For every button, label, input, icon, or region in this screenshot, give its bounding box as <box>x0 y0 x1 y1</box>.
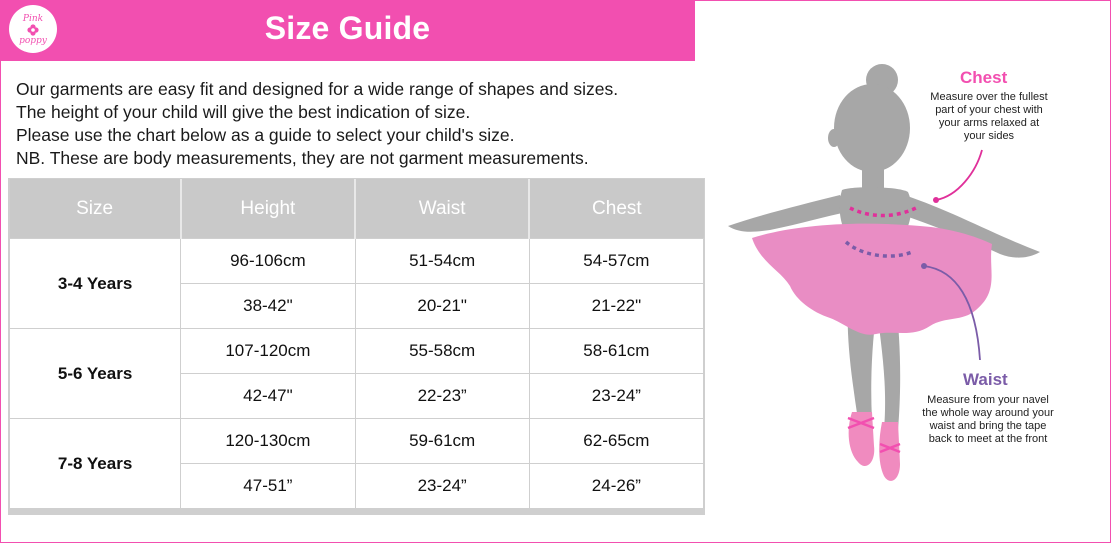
column-header-chest: Chest <box>529 179 703 239</box>
chest-annotation-text <box>918 91 1060 143</box>
chest-inch-cell: 24-26” <box>529 464 703 509</box>
intro-line: Our garments are easy fit and designed for a wide range of shapes and sizes. <box>16 79 619 99</box>
tutu-skirt <box>752 224 992 335</box>
size-label: 5-6 Years <box>10 329 181 419</box>
waist-cm-cell: 51-54cm <box>355 239 529 284</box>
height-inch-cell: 47-51” <box>181 464 355 509</box>
page-title: Size Guide <box>264 10 431 46</box>
waist-inch-cell: 22-23” <box>355 374 529 419</box>
waist-annotation-line: waist and bring the tape <box>929 420 1047 432</box>
chest-cm-cell: 58-61cm <box>529 329 703 374</box>
waist-annotation-title: Waist <box>963 370 1008 389</box>
chest-annotation-line: Measure over the fullest <box>930 91 1048 103</box>
waist-annotation-line: Measure from your navel <box>927 394 1049 406</box>
column-header-waist: Waist <box>355 179 529 239</box>
waist-annotation-line: back to meet at the front <box>928 433 1048 445</box>
height-inch-cell: 38-42" <box>181 284 355 329</box>
waist-annotation-text <box>912 394 1064 446</box>
intro-line: The height of your child will give the best indication of size. <box>16 102 471 122</box>
size-table-container <box>8 178 705 515</box>
chest-cm-cell: 62-65cm <box>529 419 703 464</box>
intro-line: NB. These are body measurements, they are not garment measurements. <box>16 148 589 168</box>
waist-cm-cell: 59-61cm <box>355 419 529 464</box>
height-cm-cell: 120-130cm <box>181 419 355 464</box>
size-table <box>9 179 704 509</box>
waist-annotation-line: the whole way around your <box>922 407 1054 419</box>
logo-line-1: Pink <box>22 14 44 24</box>
chest-cm-cell: 54-57cm <box>529 239 703 284</box>
chest-leader-line <box>936 150 982 200</box>
chest-annotation-line: your sides <box>963 130 1015 142</box>
intro-text <box>16 78 686 170</box>
intro-line: Please use the chart below as a guide to select your child's size. <box>16 125 515 145</box>
height-cm-cell: 107-120cm <box>181 329 355 374</box>
table-header-row <box>10 179 704 239</box>
table-row <box>10 419 704 464</box>
table-row <box>10 329 704 374</box>
column-header-size: Size <box>10 179 181 239</box>
waist-inch-cell: 23-24” <box>355 464 529 509</box>
waist-cm-cell: 55-58cm <box>355 329 529 374</box>
chest-annotation-line: part of your chest with <box>935 104 1043 116</box>
column-header-height: Height <box>181 179 355 239</box>
chest-annotation-line: your arms relaxed at <box>938 117 1040 129</box>
chest-annotation-title: Chest <box>960 68 1008 87</box>
size-label: 3-4 Years <box>10 239 181 329</box>
height-cm-cell: 96-106cm <box>181 239 355 284</box>
height-inch-cell: 42-47" <box>181 374 355 419</box>
header-banner <box>0 0 695 61</box>
waist-inch-cell: 20-21" <box>355 284 529 329</box>
chest-inch-cell: 21-22" <box>529 284 703 329</box>
logo-line-2: poppy <box>19 36 47 46</box>
table-row <box>10 239 704 284</box>
chest-inch-cell: 23-24” <box>529 374 703 419</box>
size-label: 7-8 Years <box>10 419 181 509</box>
